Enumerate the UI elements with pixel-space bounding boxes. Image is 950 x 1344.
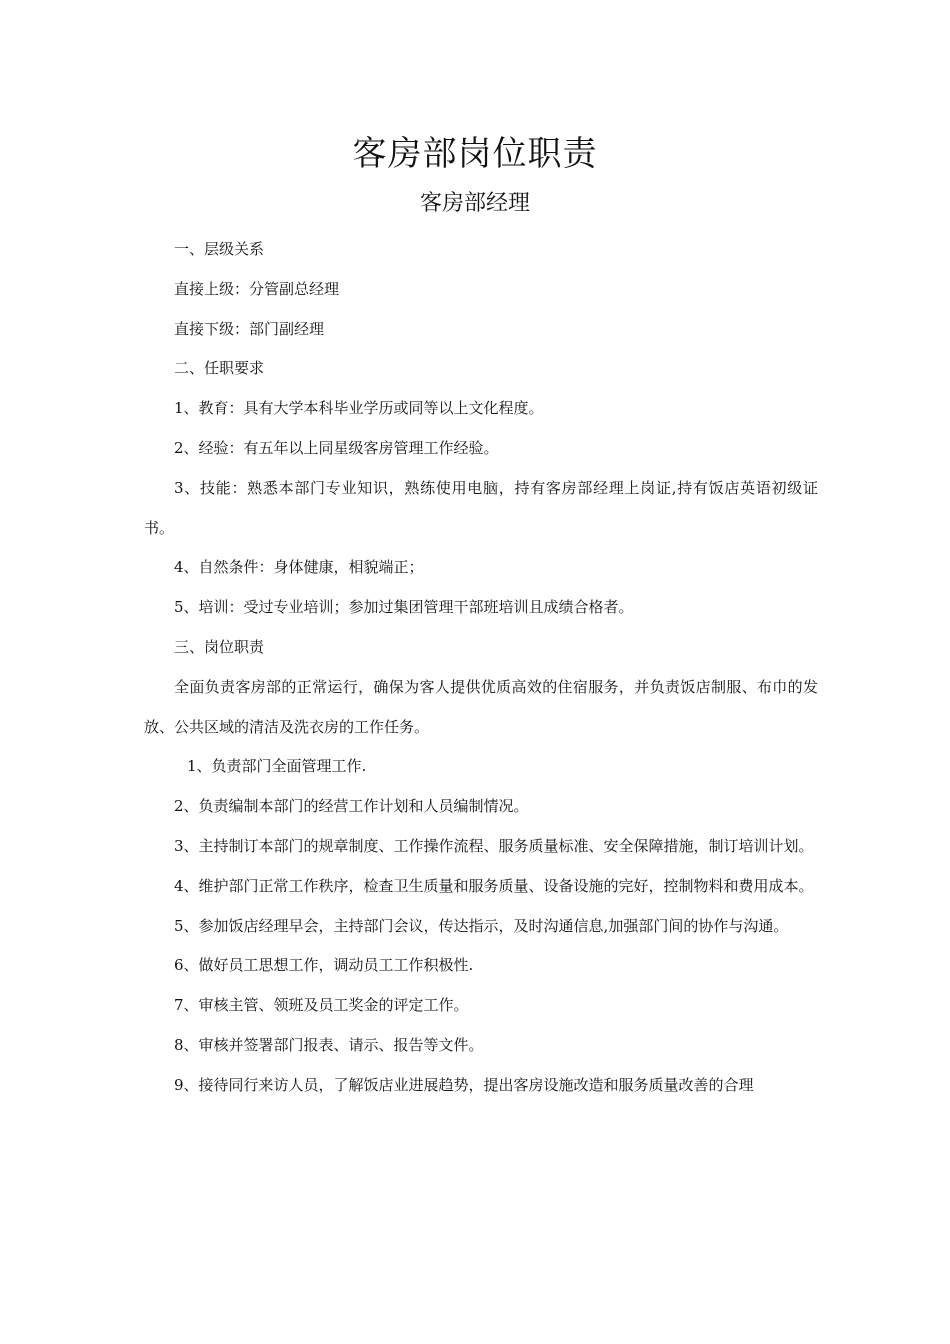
- section-heading-hierarchy: 一、层级关系: [174, 240, 265, 258]
- duty-item-6: 6、做好员工思想工作，调动员工工作积极性.: [174, 956, 474, 975]
- paragraph-experience: 2、经验：有五年以上同星级客房管理工作经验。: [174, 438, 499, 457]
- duty-item-7: 7、审核主管、领班及员工奖金的评定工作。: [174, 996, 469, 1015]
- paragraph-physical-conditions: 4、自然条件：身体健康，相貌端正；: [174, 558, 424, 577]
- paragraph-direct-subordinate: 直接下级：部门副经理: [174, 319, 325, 338]
- duty-item-8: 8、审核并签署部门报表、请示、报告等文件。: [174, 1035, 484, 1054]
- duty-item-3: 3、主持制订本部门的规章制度、工作操作流程、服务质量标准、安全保障措施，制订培训计划。: [174, 836, 814, 855]
- duty-item-4: 4、维护部门正常工作秩序，检查卫生质量和服务质量、设备设施的完好，控制物料和费用成本。: [174, 876, 814, 895]
- duty-item-2: 2、负责编制本部门的经营工作计划和人员编制情况。: [174, 797, 529, 816]
- paragraph-skills: 3、技能：熟悉本部门专业知识，熟练使用电脑，持有客房部经理上岗证,持有饭店英语初级证书。: [144, 478, 818, 537]
- paragraph-duties-overview: 全面负责客房部的正常运行，确保为客人提供优质高效的住宿服务，并负责饭店制服、布巾的发放、公共区域的清洁及洗衣房的工作任务。: [144, 677, 818, 736]
- document-body: [144, 230, 818, 1106]
- section-heading-requirements: 二、任职要求: [174, 359, 265, 378]
- duty-item-1: 1、负责部门全面管理工作.: [187, 757, 367, 776]
- paragraph-education: 1、教育：具有大学本科毕业学历或同等以上文化程度。: [174, 399, 544, 418]
- duty-item-5: 5、参加饭店经理早会，主持部门会议，传达指示，及时沟通信息,加强部门间的协作与沟通。: [174, 916, 789, 935]
- section-heading-duties: 三、岗位职责: [174, 637, 265, 656]
- duty-item-9: 9、接待同行来访人员，了解饭店业进展趋势，提出客房设施改造和服务质量改善的合理: [174, 1075, 754, 1094]
- paragraph-training: 5、培训：受过专业培训；参加过集团管理干部班培训且成绩合格者。: [174, 598, 634, 617]
- paragraph-direct-superior: 直接上级：分管副总经理: [174, 279, 340, 298]
- document-subtitle: 客房部经理: [419, 191, 530, 216]
- document-title: 客房部岗位职责: [352, 134, 598, 174]
